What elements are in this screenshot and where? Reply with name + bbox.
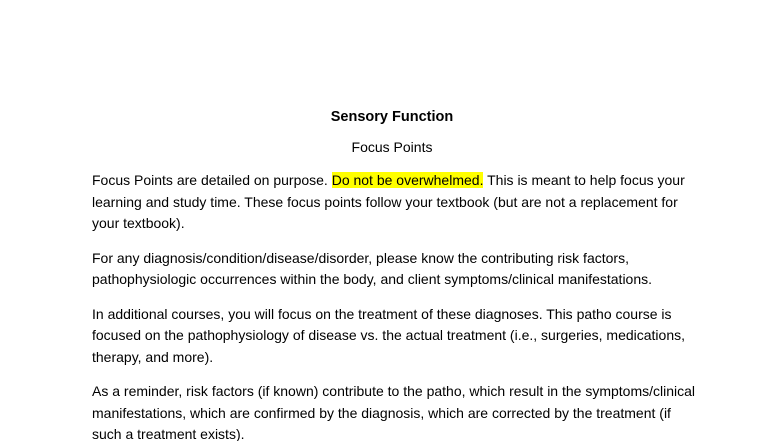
paragraph-additional-courses: In additional courses, you will focus on the treatment of these diagnoses. This patho course is focused on the pathophysiology of disease vs. the actual treatment (i.e., surgeries, medications, therapy, and more). bbox=[92, 305, 685, 365]
paragraph-text: Focus Points are detailed on purpose. bbox=[92, 172, 332, 188]
paragraph-intro bbox=[92, 170, 698, 235]
document-title: Sensory Function bbox=[330, 109, 454, 125]
highlighted-text: Do not be overwhelmed. bbox=[331, 172, 484, 188]
document-subtitle: Focus Points bbox=[351, 139, 433, 155]
document-body bbox=[92, 170, 698, 441]
paragraph-text: This is meant to help focus your learning and study time. These focus points follow your textbook (but are not a replacement for your textbook). bbox=[92, 172, 685, 231]
paragraph-risk-factors: For any diagnosis/condition/disease/disorder, please know the contributing risk factors, pathophysiologic occurrences within the body, and client symptoms/clinical manifestations. bbox=[92, 249, 653, 287]
paragraph-reminder: As a reminder, risk factors (if known) contribute to the patho, which result in the symptoms/clinical manifestations, which are confirmed by the diagnosis, which are corrected by the treatment (if such a treatment exists). bbox=[92, 383, 696, 441]
